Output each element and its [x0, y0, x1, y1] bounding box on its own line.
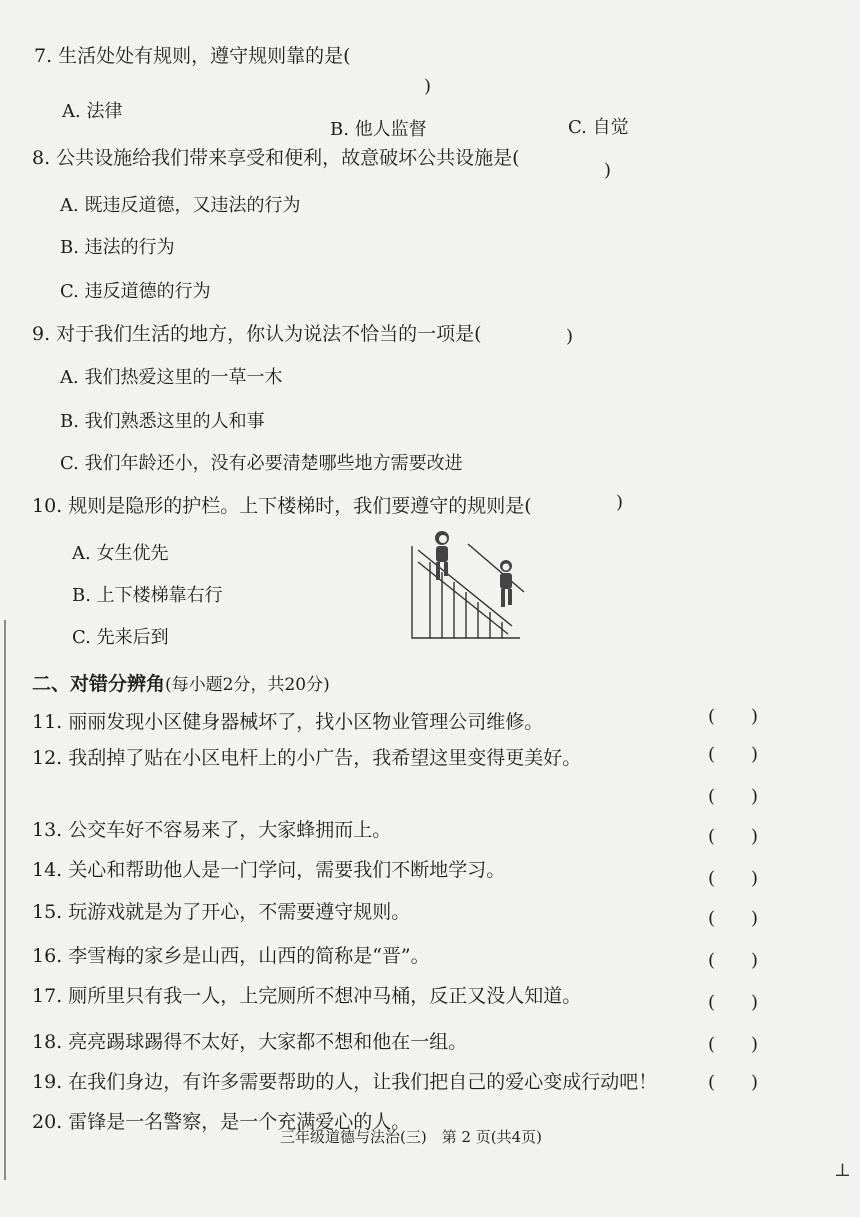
question-number: 7.: [34, 45, 53, 67]
tf-item-13: [32, 818, 391, 842]
question-number: 9.: [32, 323, 51, 345]
section-scoring-note: (每小题2分，共20分): [165, 675, 330, 695]
option-b: B. 上下楼梯靠右行: [72, 585, 223, 606]
tf-item-15: [32, 900, 410, 924]
question-7: [34, 44, 351, 68]
answer-blank: ( ): [708, 1072, 759, 1093]
item-number: 16.: [32, 945, 63, 967]
question-number: 8.: [32, 147, 51, 169]
answer-blank: ( ): [708, 826, 759, 847]
item-number: 13.: [32, 819, 63, 841]
option-a: A. 既违反道德，又违法的行为: [60, 195, 301, 216]
page-footer: 三年级道德与法治(三) 第 2 页(共4页): [280, 1128, 543, 1146]
tf-item-16: [32, 944, 430, 968]
option-c: C. 违反道德的行为: [60, 281, 211, 302]
item-number: 20.: [32, 1111, 63, 1133]
item-number: 17.: [32, 985, 63, 1007]
item-text: 李雪梅的家乡是山西，山西的简称是“晋”。: [68, 945, 430, 967]
option-a: A. 我们热爱这里的一草一木: [60, 367, 283, 388]
option-a: A. 女生优先: [72, 543, 169, 564]
item-text: 丽丽发现小区健身器械坏了，找小区物业管理公司维修。: [68, 711, 544, 733]
question-9: [32, 322, 482, 346]
item-number: 15.: [32, 901, 63, 923]
corner-mark-icon: ⊥: [834, 1160, 851, 1181]
tf-item-17: [32, 984, 581, 1008]
answer-blank: ( ): [708, 908, 759, 929]
question-8: [32, 146, 520, 170]
answer-blank: ( ): [708, 950, 759, 971]
answer-blank: ( ): [708, 706, 759, 727]
option-b: B. 他人监督: [330, 119, 427, 140]
tf-item-18: [32, 1030, 467, 1054]
option-a: A. 法律: [62, 101, 123, 122]
tf-item-12: [32, 746, 581, 770]
option-c: C. 先来后到: [72, 627, 169, 648]
item-text: 在我们身边，有许多需要帮助的人，让我们把自己的爱心变成行动吧！: [68, 1071, 658, 1093]
question-stem: 生活处处有规则，遵守规则靠的是(: [58, 45, 351, 67]
option-b: B. 违法的行为: [60, 237, 175, 258]
answer-blank: ( ): [708, 744, 759, 765]
item-text: 厕所里只有我一人，上完厕所不想冲马桶，反正又没人知道。: [68, 985, 582, 1007]
item-text: 亮亮踢球踢得不太好，大家都不想和他在一组。: [68, 1031, 468, 1053]
answer-paren-close: ): [604, 160, 612, 181]
option-c: C. 自觉: [568, 117, 629, 138]
option-b: B. 我们熟悉这里的人和事: [60, 411, 265, 432]
item-text: 公交车好不容易来了，大家蜂拥而上。: [68, 819, 392, 841]
item-number: 19.: [32, 1071, 63, 1093]
tf-item-11: [32, 710, 543, 734]
stairs-illustration: [408, 522, 528, 642]
option-c: C. 我们年龄还小，没有必要清楚哪些地方需要改进: [60, 453, 463, 474]
answer-blank: ( ): [708, 786, 759, 807]
answer-paren-close: ): [566, 326, 574, 347]
item-number: 12.: [32, 747, 63, 769]
answer-paren-close: ): [424, 76, 432, 97]
tf-item-14: [32, 858, 505, 882]
item-number: 18.: [32, 1031, 63, 1053]
item-text: 我刮掉了贴在小区电杆上的小广告，我希望这里变得更美好。: [68, 747, 582, 769]
item-text: 关心和帮助他人是一门学问，需要我们不断地学习。: [68, 859, 506, 881]
answer-blank: ( ): [708, 992, 759, 1013]
section-title: 二、对错分辨角: [32, 673, 166, 695]
question-10: [32, 494, 532, 518]
question-number: 10.: [32, 495, 63, 517]
item-number: 11.: [32, 711, 63, 733]
question-stem: 对于我们生活的地方，你认为说法不恰当的一项是(: [56, 323, 482, 345]
question-stem: 公共设施给我们带来享受和便利，故意破坏公共设施是(: [56, 147, 520, 169]
answer-blank: ( ): [708, 868, 759, 889]
answer-blank: ( ): [708, 1034, 759, 1055]
item-number: 14.: [32, 859, 63, 881]
question-stem: 规则是隐形的护栏。上下楼梯时，我们要遵守的规则是(: [68, 495, 532, 517]
answer-paren-close: ): [616, 492, 624, 513]
tf-item-19: [32, 1070, 657, 1094]
item-text: 玩游戏就是为了开心，不需要遵守规则。: [68, 901, 411, 923]
page-edge-line: [4, 620, 6, 1180]
section-heading: [32, 672, 330, 697]
item-text: 雷锋是一名警察，是一个充满爱心的人。: [68, 1111, 411, 1133]
